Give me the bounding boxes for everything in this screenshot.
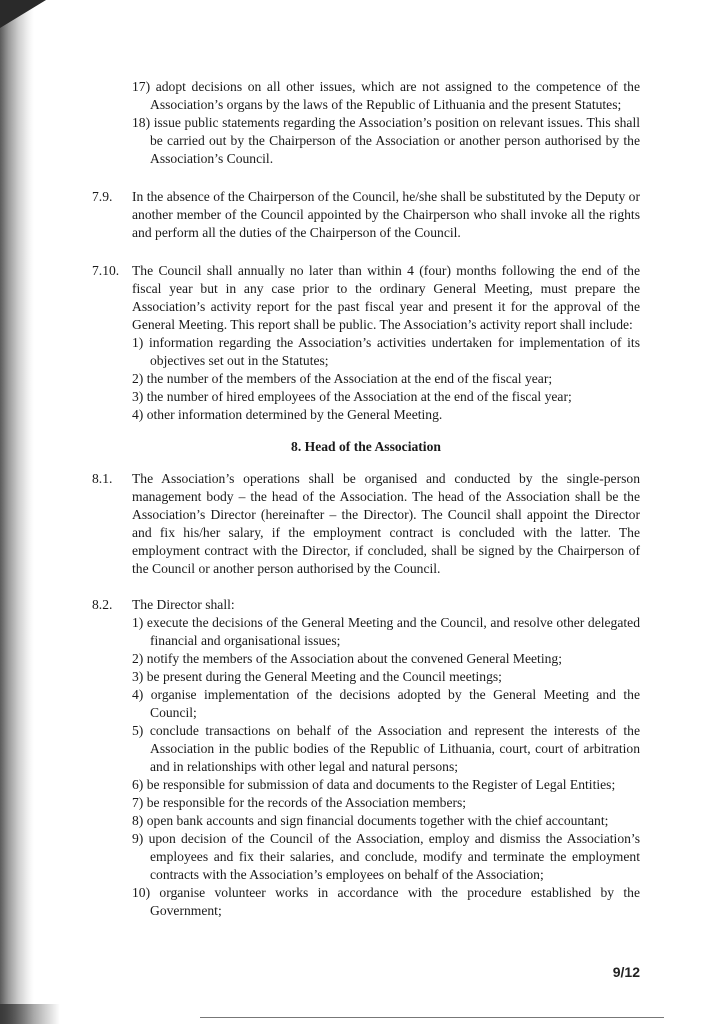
clause-8-2 [92,596,640,614]
clause-text: The Director shall: [132,597,235,612]
clause-number: 8.1. [92,471,113,486]
list-item: 10) organise volunteer works in accordance with the procedure established by the Government; [132,885,640,918]
list-item: 4) organise implementation of the decisions adopted by the General Meeting and the Council; [132,687,640,720]
clause-number: 7.10. [92,263,120,278]
scan-binding-shadow [0,0,34,1024]
list-item: 18) issue public statements regarding the Association’s position on relevant issues. This shall be carried out by the Chairperson of the Association or another person authorised by the Association’s Council. [132,115,640,166]
document-body [92,78,640,920]
clause-7-9 [92,188,640,242]
clause-number: 7.9. [92,189,113,204]
clause-8-1 [92,470,640,578]
list-item: 1) information regarding the Association’s activities undertaken for implementation of its objectives set out in the Statutes; [132,335,640,368]
list-item: 8) open bank accounts and sign financial documents together with the chief accountant; [132,813,609,828]
list-item: 9) upon decision of the Council of the Association, employ and dismiss the Association’s employees and fix their salaries, and conclude, modify and terminate the employment contracts with the Association’s employees on behalf of the Association; [132,831,640,882]
section-heading: 8. Head of the Association [291,439,441,454]
scan-corner-mark [0,0,46,28]
list-item: 4) other information determined by the General Meeting. [132,407,443,422]
clause-7-10 [92,262,640,334]
clause-number: 8.2. [92,597,113,612]
list-item: 3) be present during the General Meeting and the Council meetings; [132,669,502,684]
scan-bottom-edge [200,1017,664,1018]
list-item: 2) notify the members of the Association about the convened General Meeting; [132,651,562,666]
list-item: 7) be responsible for the records of the Association members; [132,795,467,810]
clause-text: The Association’s operations shall be organised and conducted by the single-person management body – the head of the Association. The head of the Association shall be the Association’s Director (hereinafter – the Director). The Council shall appoint the Director and fix his/her salary, if the employment contract is concluded with the latter. The employment contract with the Director, if concluded, shall be signed by the Chairperson of the Council or another person authorised by the Council. [132,471,640,576]
list-item: 5) conclude transactions on behalf of the Association and represent the interests of the Association in the public bodies of the Republic of Lithuania, court, court of arbitration and in relationships with other legal and natural persons; [132,723,640,774]
clause-text: The Council shall annually no later than within 4 (four) months following the end of the fiscal year but in any case prior to the ordinary General Meeting, must prepare the Association’s activity report for the past fiscal year and present it for the approval of the General Meeting. This report shall be public. The Association’s activity report shall include: [132,263,640,332]
list-item: 2) the number of the members of the Association at the end of the fiscal year; [132,371,553,386]
scan-corner-shadow [0,1004,60,1024]
page-number: 9/12 [612,964,640,980]
list-item: 1) execute the decisions of the General Meeting and the Council, and resolve other delegated financial and organisational issues; [132,615,640,648]
list-item: 3) the number of hired employees of the Association at the end of the fiscal year; [132,389,572,404]
list-item: 6) be responsible for submission of data and documents to the Register of Legal Entities; [132,777,616,792]
clause-text: In the absence of the Chairperson of the Council, he/she shall be substituted by the Deputy or another member of the Council appointed by the Chairperson who shall invoke all the rights and perform all the duties of the Chairperson of the Council. [132,189,640,240]
list-item: 17) adopt decisions on all other issues, which are not assigned to the competence of the Association’s organs by the laws of the Republic of Lithuania and the present Statutes; [132,79,640,112]
